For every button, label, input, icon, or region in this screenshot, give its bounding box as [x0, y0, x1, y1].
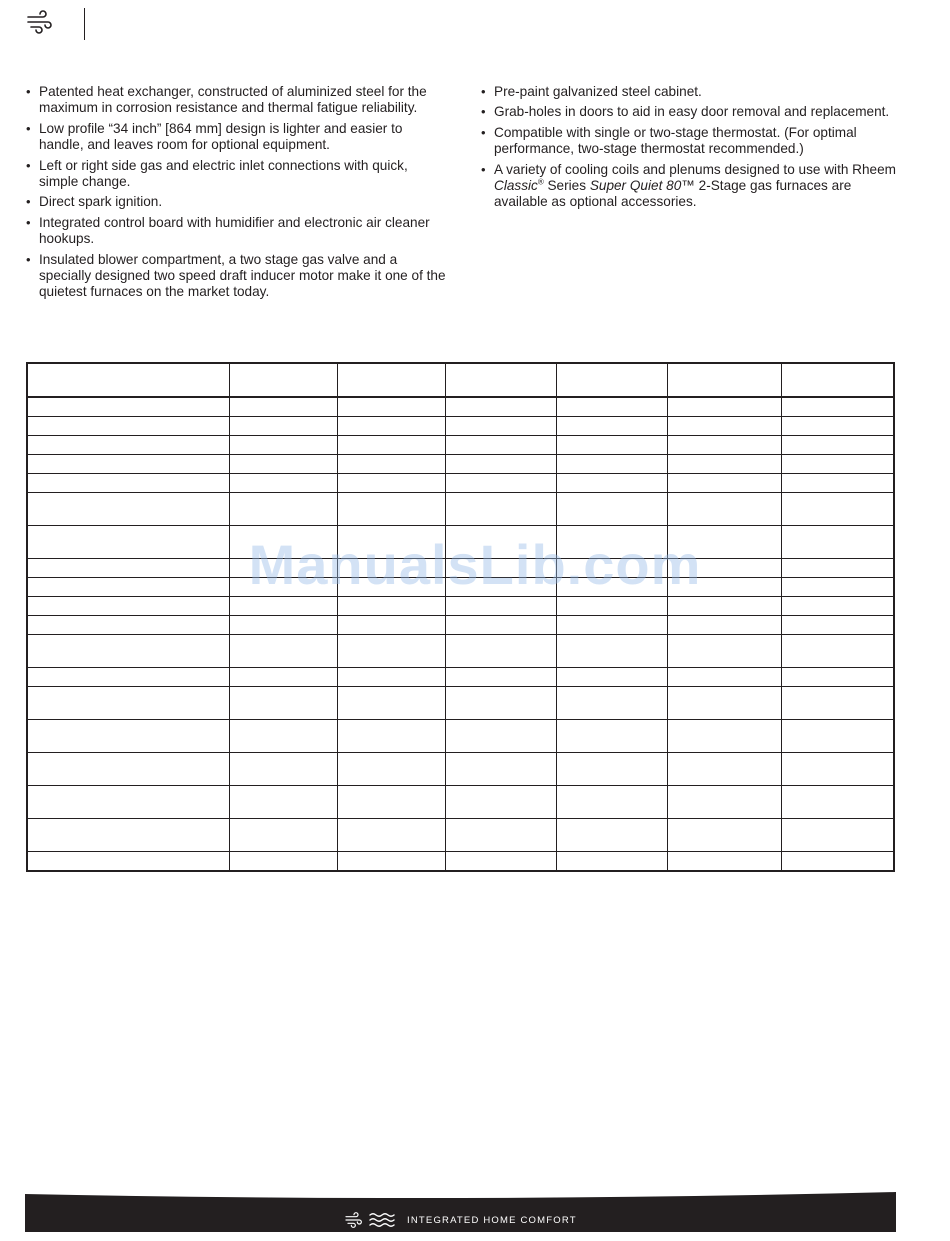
table-cell	[781, 578, 894, 597]
table-cell	[781, 436, 894, 455]
table-cell	[337, 668, 445, 687]
table-cell	[668, 597, 782, 616]
table-cell	[27, 753, 230, 786]
table-cell	[337, 397, 445, 417]
feature-item: • Grab-holes in doors to aid in easy door removal and replacement.	[481, 104, 901, 120]
table-cell	[27, 559, 230, 578]
table-cell	[668, 559, 782, 578]
header-divider	[84, 8, 85, 40]
table-cell	[445, 455, 557, 474]
table-cell	[27, 397, 230, 417]
table-row	[27, 493, 894, 526]
feature-item: • Pre-paint galvanized steel cabinet.	[481, 84, 901, 100]
table-cell	[668, 455, 782, 474]
features-left-column	[26, 84, 446, 305]
table-cell	[668, 668, 782, 687]
table-cell	[781, 819, 894, 852]
table-cell	[668, 526, 782, 559]
table-cell	[445, 753, 557, 786]
table-header-cell	[445, 363, 557, 397]
table-cell	[781, 635, 894, 668]
water-waves-icon	[369, 1212, 395, 1228]
feature-item: • Compatible with single or two-stage thermostat. (For optimal performance, two-stage thermostat recommended.)	[481, 125, 901, 158]
table-row	[27, 559, 894, 578]
table-cell	[27, 526, 230, 559]
table-cell	[27, 819, 230, 852]
table-cell	[230, 753, 338, 786]
features-left-list	[26, 84, 446, 301]
table-cell	[557, 616, 668, 635]
feature-item: • Direct spark ignition.	[26, 194, 446, 210]
table-row	[27, 819, 894, 852]
table-cell	[230, 720, 338, 753]
table-cell	[781, 668, 894, 687]
table-cell	[445, 635, 557, 668]
table-row	[27, 474, 894, 493]
table-cell	[230, 397, 338, 417]
brand-classic: Classic	[494, 178, 538, 194]
table-row	[27, 397, 894, 417]
table-cell	[337, 493, 445, 526]
table-header-cell	[230, 363, 338, 397]
table-cell	[445, 474, 557, 493]
table-cell	[337, 436, 445, 455]
table-cell	[668, 578, 782, 597]
table-cell	[557, 668, 668, 687]
table-cell	[668, 417, 782, 436]
table-cell	[668, 635, 782, 668]
table-cell	[557, 597, 668, 616]
table-row	[27, 753, 894, 786]
table-cell	[781, 493, 894, 526]
accessories-text-2: Series	[543, 178, 590, 194]
table-cell	[557, 455, 668, 474]
table-cell	[230, 526, 338, 559]
table-cell	[445, 852, 557, 872]
table-cell	[337, 526, 445, 559]
table-cell	[27, 720, 230, 753]
table-cell	[27, 474, 230, 493]
feature-item: • Insulated blower compartment, a two stage gas valve and a specially designed two speed draft inducer motor make it one of the quietest furnaces on the market today.	[26, 252, 446, 301]
table-cell	[337, 578, 445, 597]
table-cell	[337, 455, 445, 474]
features-right-list	[481, 84, 901, 211]
feature-item: • Integrated control board with humidifier and electronic air cleaner hookups.	[26, 215, 446, 248]
table-cell	[781, 687, 894, 720]
table-cell	[27, 417, 230, 436]
table-cell	[781, 597, 894, 616]
table-cell	[337, 852, 445, 872]
feature-item: • Patented heat exchanger, constructed of aluminized steel for the maximum in corrosion resistance and thermal fatigue reliability.	[26, 84, 446, 117]
table-cell	[781, 559, 894, 578]
table-cell	[445, 597, 557, 616]
features-right-column	[481, 84, 901, 215]
table-cell	[781, 397, 894, 417]
table-body	[27, 397, 894, 871]
table-row	[27, 720, 894, 753]
table-header-row	[27, 363, 894, 397]
table-cell	[557, 578, 668, 597]
table-cell	[445, 397, 557, 417]
table-cell	[337, 616, 445, 635]
table-header-cell	[337, 363, 445, 397]
table-cell	[781, 852, 894, 872]
table-cell	[445, 493, 557, 526]
table-cell	[230, 474, 338, 493]
table-cell	[668, 474, 782, 493]
table-cell	[27, 493, 230, 526]
table-row	[27, 616, 894, 635]
table-row	[27, 668, 894, 687]
table-cell	[781, 753, 894, 786]
table-cell	[230, 635, 338, 668]
feature-item: • Low profile “34 inch” [864 mm] design is lighter and easier to handle, and leaves room for optional equipment.	[26, 121, 446, 154]
table-cell	[445, 526, 557, 559]
table-cell	[445, 436, 557, 455]
product-name: Super Quiet 80	[589, 178, 682, 194]
table-cell	[230, 493, 338, 526]
table-header-cell	[668, 363, 782, 397]
table-cell	[557, 786, 668, 819]
table-cell	[445, 668, 557, 687]
footer-tagline: INTEGRATED HOME COMFORT	[407, 1214, 577, 1226]
table-row	[27, 635, 894, 668]
table-cell	[337, 474, 445, 493]
table-cell	[337, 597, 445, 616]
table-cell	[27, 578, 230, 597]
table-cell	[557, 474, 668, 493]
table-cell	[781, 455, 894, 474]
footer-brand	[343, 1211, 577, 1229]
table-cell	[668, 786, 782, 819]
accessories-text-1: A variety of cooling coils and plenums designed to use with Rheem	[494, 161, 896, 177]
table-cell	[230, 819, 338, 852]
table-cell	[445, 687, 557, 720]
table-cell	[445, 578, 557, 597]
table-cell	[27, 668, 230, 687]
table-cell	[337, 687, 445, 720]
table-cell	[668, 852, 782, 872]
table-cell	[557, 852, 668, 872]
table-cell	[668, 397, 782, 417]
table-cell	[445, 786, 557, 819]
table-row	[27, 436, 894, 455]
table-cell	[668, 753, 782, 786]
table-row	[27, 852, 894, 872]
table-header-cell	[27, 363, 230, 397]
table-cell	[557, 753, 668, 786]
table-cell	[27, 786, 230, 819]
table-cell	[337, 635, 445, 668]
table-cell	[230, 852, 338, 872]
table-cell	[668, 493, 782, 526]
table-header-cell	[557, 363, 668, 397]
table-cell	[781, 474, 894, 493]
table-cell	[230, 616, 338, 635]
table-cell	[337, 417, 445, 436]
table-cell	[668, 687, 782, 720]
registered-mark: ®	[537, 177, 544, 187]
table-cell	[557, 819, 668, 852]
table-cell	[230, 417, 338, 436]
table-cell	[230, 597, 338, 616]
table-cell	[337, 786, 445, 819]
table-row	[27, 687, 894, 720]
table-cell	[445, 819, 557, 852]
air-swirl-icon	[343, 1212, 365, 1228]
table-cell	[557, 559, 668, 578]
table-row	[27, 526, 894, 559]
table-cell	[668, 436, 782, 455]
table-cell	[230, 559, 338, 578]
table-cell	[557, 635, 668, 668]
feature-item: • Left or right side gas and electric inlet connections with quick, simple change.	[26, 158, 446, 191]
table-row	[27, 597, 894, 616]
table-cell	[781, 616, 894, 635]
table-cell	[230, 455, 338, 474]
table-cell	[557, 493, 668, 526]
trademark-mark: ™	[681, 178, 695, 194]
table-header-cell	[781, 363, 894, 397]
table-cell	[27, 635, 230, 668]
table-cell	[557, 397, 668, 417]
table-cell	[668, 720, 782, 753]
table-cell	[337, 753, 445, 786]
table-cell	[557, 417, 668, 436]
table-cell	[27, 616, 230, 635]
table-cell	[781, 720, 894, 753]
table-cell	[337, 559, 445, 578]
table-cell	[668, 819, 782, 852]
table-row	[27, 578, 894, 597]
table-cell	[230, 687, 338, 720]
table-cell	[27, 852, 230, 872]
table-cell	[337, 819, 445, 852]
table-cell	[668, 616, 782, 635]
watermark: ManualsLib.com	[248, 533, 702, 596]
table-cell	[557, 720, 668, 753]
table-cell	[781, 786, 894, 819]
air-swirl-icon	[26, 10, 54, 34]
table-cell	[781, 417, 894, 436]
accessories-text-3: 2-Stage gas furnaces are available as optional accessories.	[494, 178, 852, 210]
table-cell	[230, 786, 338, 819]
table-cell	[445, 720, 557, 753]
table-row	[27, 455, 894, 474]
table-cell	[230, 436, 338, 455]
table-cell	[230, 578, 338, 597]
table-cell	[27, 687, 230, 720]
specifications-table	[26, 362, 895, 872]
table-cell	[557, 526, 668, 559]
table-row	[27, 786, 894, 819]
table-cell	[27, 436, 230, 455]
table-cell	[27, 455, 230, 474]
table-cell	[445, 616, 557, 635]
table-cell	[445, 559, 557, 578]
table-cell	[557, 436, 668, 455]
table-cell	[445, 417, 557, 436]
table-row	[27, 417, 894, 436]
table-cell	[557, 687, 668, 720]
table-cell	[27, 597, 230, 616]
table-cell	[230, 668, 338, 687]
table-cell	[781, 526, 894, 559]
table-cell	[337, 720, 445, 753]
feature-item-accessories	[481, 162, 901, 211]
